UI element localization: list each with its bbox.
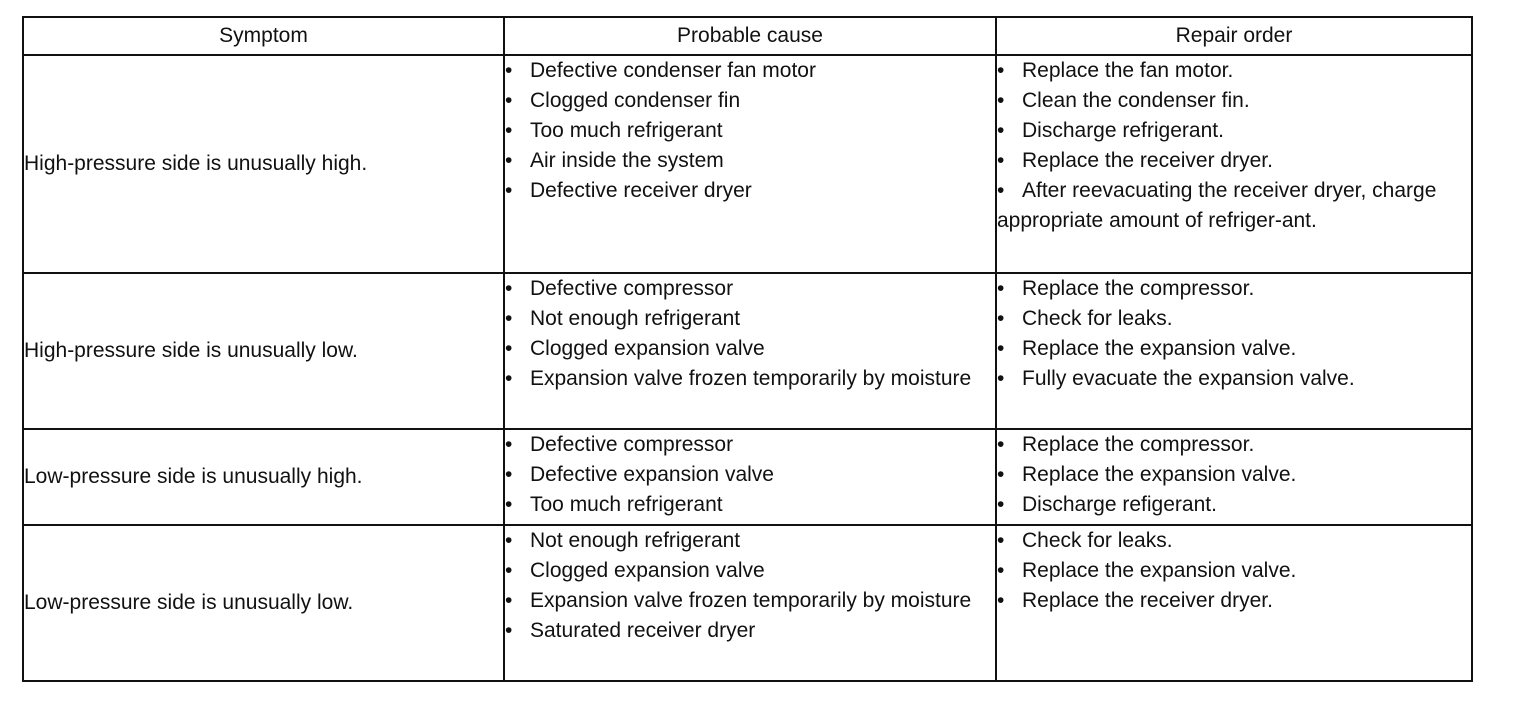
symptom-cell: Low-pressure side is unusually low. — [23, 525, 504, 681]
symptom-cell: Low-pressure side is unusually high. — [23, 429, 504, 525]
header-probable-cause: Probable cause — [504, 17, 996, 55]
repair-cell — [996, 55, 1472, 273]
cause-cell — [504, 273, 996, 429]
repair-item: • Replace the expansion valve. — [997, 559, 1297, 582]
repair-item: • Replace the expansion valve. — [997, 463, 1297, 486]
cause-item: • Expansion valve frozen temporarily by moisture — [505, 367, 972, 390]
repair-item: • After reevacuating the receiver dryer, charge appropriate amount of refriger-ant. — [997, 179, 1437, 232]
repair-item: • Replace the expansion valve. — [997, 337, 1297, 360]
cause-item: • Clogged expansion valve — [505, 337, 765, 360]
repair-item: • Replace the receiver dryer. — [997, 589, 1273, 612]
cause-item: • Clogged expansion valve — [505, 559, 765, 582]
repair-item: • Check for leaks. — [997, 307, 1173, 330]
repair-item: • Check for leaks. — [997, 529, 1173, 552]
cause-item: • Not enough refrigerant — [505, 529, 741, 552]
cause-cell — [504, 525, 996, 681]
symptom-cell: High-pressure side is unusually high. — [23, 55, 504, 273]
header-row — [23, 17, 1472, 55]
cause-item: • Not enough refrigerant — [505, 307, 741, 330]
cause-item: • Too much refrigerant — [505, 119, 723, 142]
repair-item: • Replace the receiver dryer. — [997, 149, 1273, 172]
repair-item: • Clean the condenser fin. — [997, 89, 1250, 112]
repair-item: • Replace the fan motor. — [997, 59, 1234, 82]
cause-cell — [504, 55, 996, 273]
cause-item: • Defective compressor — [505, 433, 734, 456]
repair-item: • Replace the compressor. — [997, 433, 1255, 456]
table-row — [23, 429, 1472, 525]
cause-item: • Clogged condenser fin — [505, 89, 741, 112]
cause-cell — [504, 429, 996, 525]
cause-item: • Too much refrigerant — [505, 493, 723, 516]
table-row — [23, 525, 1472, 681]
header-symptom: Symptom — [23, 17, 504, 55]
troubleshooting-table — [22, 16, 1473, 682]
repair-item: • Discharge refrigerant. — [997, 119, 1224, 142]
repair-item: • Replace the compressor. — [997, 277, 1255, 300]
repair-cell — [996, 273, 1472, 429]
cause-item: • Defective compressor — [505, 277, 734, 300]
cause-item: • Air inside the system — [505, 149, 724, 172]
cause-item: • Defective condenser fan motor — [505, 59, 816, 82]
cause-item: • Expansion valve frozen temporarily by moisture — [505, 589, 972, 612]
table-row — [23, 55, 1472, 273]
header-repair-order: Repair order — [996, 17, 1472, 55]
cause-item: • Defective expansion valve — [505, 463, 774, 486]
repair-cell — [996, 429, 1472, 525]
cause-item: • Defective receiver dryer — [505, 179, 752, 202]
repair-item: • Discharge refigerant. — [997, 493, 1217, 516]
repair-item: • Fully evacuate the expansion valve. — [997, 367, 1355, 390]
cause-item: • Saturated receiver dryer — [505, 619, 756, 642]
repair-cell — [996, 525, 1472, 681]
table-row — [23, 273, 1472, 429]
symptom-cell: High-pressure side is unusually low. — [23, 273, 504, 429]
